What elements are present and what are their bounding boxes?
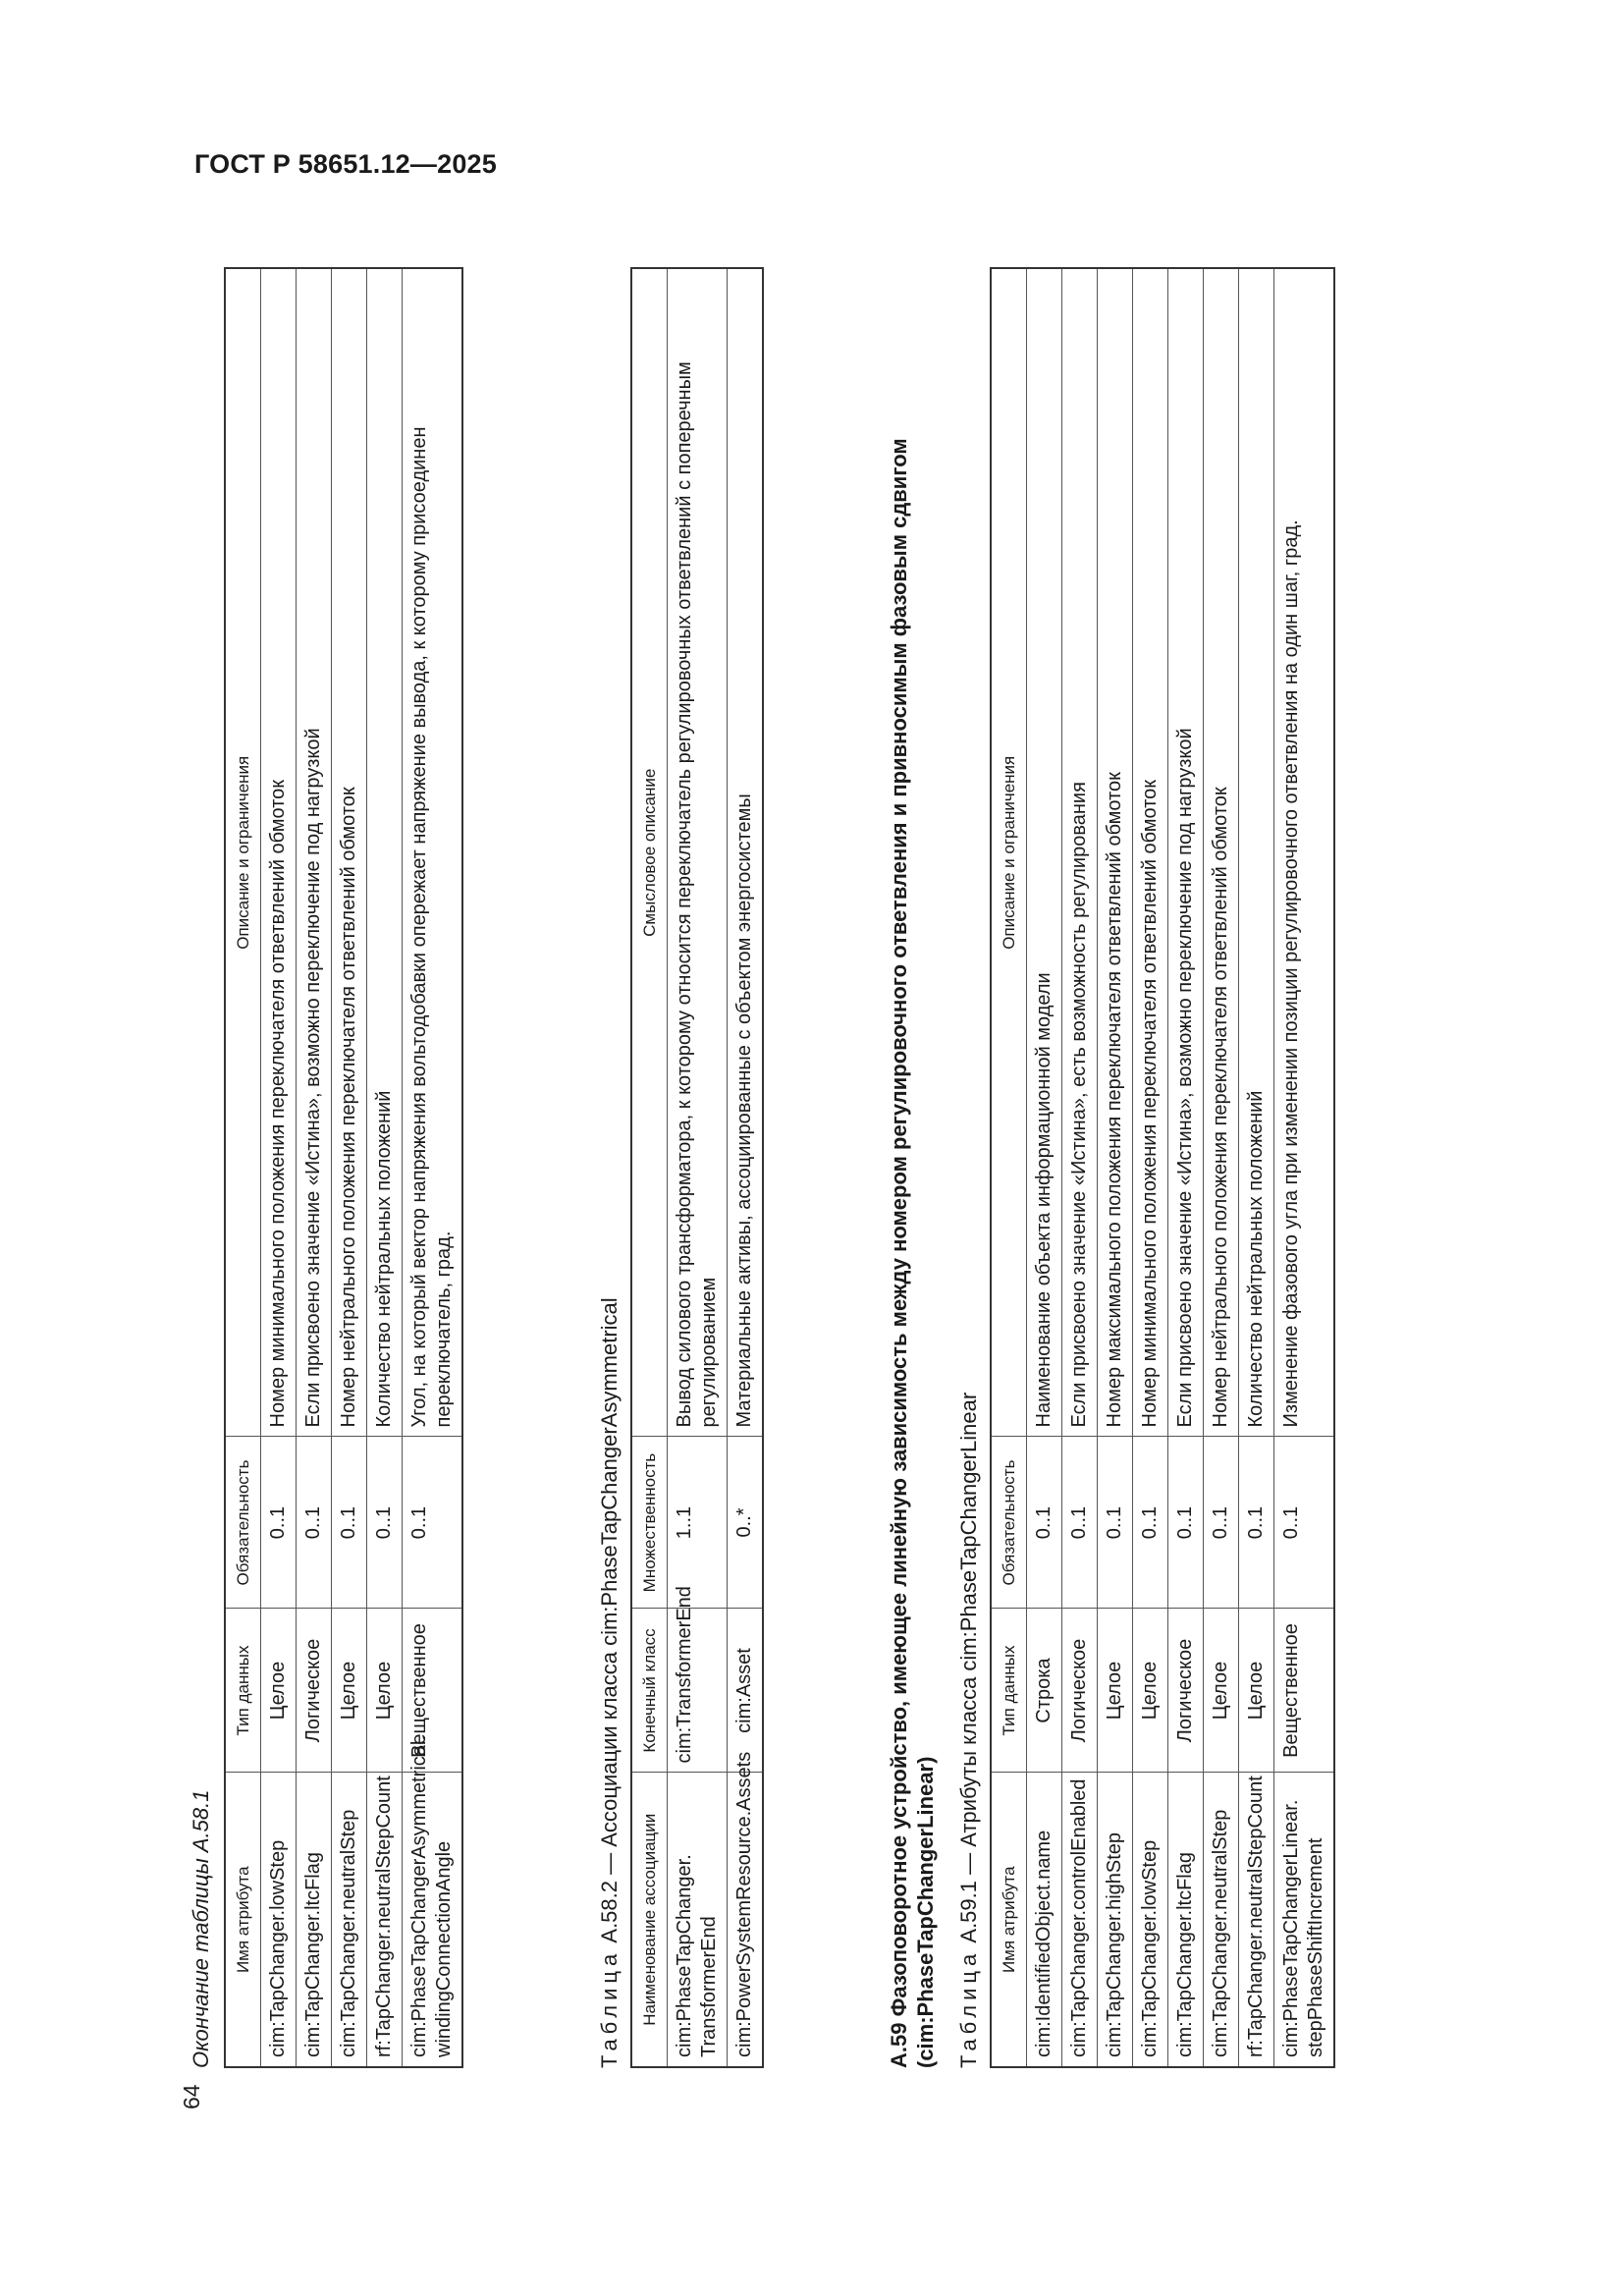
data-type-cell: Вещественное	[403, 1609, 463, 1773]
data-type-cell: Целое	[261, 1609, 297, 1773]
table-row	[332, 268, 367, 2067]
target-class-cell: cim:TransformerEnd	[668, 1609, 728, 1773]
table-row	[1062, 268, 1098, 2067]
table-header-row	[225, 268, 261, 2067]
column-header: Смысловое описание	[631, 268, 668, 1437]
column-header: Множественность	[631, 1437, 668, 1609]
table-row	[1168, 268, 1204, 2067]
description-cell: Номер минимального положения переключателя ответвлений обмоток	[261, 268, 297, 1437]
data-type-cell: Целое	[1133, 1609, 1168, 1773]
table-row	[1098, 268, 1133, 2067]
table-header-row	[991, 268, 1027, 2067]
description-cell: Номер максимального положения переключателя ответвлений обмоток	[1098, 268, 1133, 1437]
data-type-cell: Целое	[1239, 1609, 1274, 1773]
column-header: Тип данных	[225, 1609, 261, 1773]
table-row	[1239, 268, 1274, 2067]
multiplicity-cell: 0..1	[1204, 1437, 1239, 1609]
multiplicity-cell: 0..1	[403, 1437, 463, 1609]
caption-text: А.58.2 — Ассоциации класса cim:PhaseTapChangerAsymmetrical	[597, 1297, 622, 1943]
description-cell: Номер нейтрального положения переключателя ответвлений обмоток	[332, 268, 367, 1437]
attribute-name-cell: cim:TapChanger.ltcFlag	[297, 1773, 332, 2067]
multiplicity-cell: 0..1	[1098, 1437, 1133, 1609]
attribute-name-cell: cim:TapChanger.ltcFlag	[1168, 1773, 1204, 2067]
table-row	[1204, 268, 1239, 2067]
table-a58-2	[630, 267, 764, 2068]
data-type-cell: Целое	[367, 1609, 403, 1773]
table-row	[1274, 268, 1335, 2067]
multiplicity-cell: 0..1	[367, 1437, 403, 1609]
column-header: Описание и ограничения	[991, 268, 1027, 1437]
table-row	[1027, 268, 1062, 2067]
description-cell: Вывод силового трансформатора, к которому относится переключатель регулировочных ответвлений с поперечным регулированием	[668, 268, 728, 1437]
data-type-cell: Целое	[1098, 1609, 1133, 1773]
table-row	[1133, 268, 1168, 2067]
description-cell: Изменение фазового угла при изменении позиции регулировочного ответвления на один шаг, град.	[1274, 268, 1335, 1437]
multiplicity-cell: 0..1	[261, 1437, 297, 1609]
multiplicity-cell: 0..1	[1027, 1437, 1062, 1609]
attribute-name-cell: cim:TapChanger.neutralStep	[1204, 1773, 1239, 2067]
data-type-cell: Вещественное	[1274, 1609, 1335, 1773]
table-a58-1	[224, 267, 463, 2068]
attribute-name-cell: rf:TapChanger.neutralStepCount	[367, 1773, 403, 2067]
attribute-name-cell: rf:TapChanger.neutralStepCount	[1239, 1773, 1274, 2067]
attribute-name-cell: cim:PhaseTapChangerAsymmetrical. windingConnectionAngle	[403, 1773, 463, 2067]
table-row	[403, 268, 463, 2067]
data-type-cell: Логическое	[1062, 1609, 1098, 1773]
table-a59-1	[990, 267, 1335, 2068]
multiplicity-cell: 0..1	[1168, 1437, 1204, 1609]
attribute-name-cell: cim:IdentifiedObject.name	[1027, 1773, 1062, 2067]
column-header: Описание и ограничения	[225, 268, 261, 1437]
caption-prefix: Таблица	[956, 1948, 981, 2068]
table-a58-1-caption: Окончание таблицы А.58.1	[189, 1789, 213, 2068]
attribute-name-cell: cim:TapChanger.neutralStep	[332, 1773, 367, 2067]
multiplicity-cell: 0..*	[728, 1437, 764, 1609]
table-row	[367, 268, 403, 2067]
description-cell: Номер нейтрального положения переключателя ответвлений обмоток	[1204, 268, 1239, 1437]
column-header: Конечный класс	[631, 1609, 668, 1773]
description-cell: Если присвоено значение «Истина», возможно переключение под нагрузкой	[1168, 268, 1204, 1437]
data-type-cell: Строка	[1027, 1609, 1062, 1773]
data-type-cell: Логическое	[1168, 1609, 1204, 1773]
multiplicity-cell: 0..1	[1239, 1437, 1274, 1609]
association-name-cell: cim:PhaseTapChanger. TransformerEnd	[668, 1773, 728, 2067]
description-cell: Номер минимального положения переключателя ответвлений обмоток	[1133, 268, 1168, 1437]
column-header: Имя атрибута	[225, 1773, 261, 2067]
column-header: Имя атрибута	[991, 1773, 1027, 2067]
attribute-name-cell: cim:TapChanger.lowStep	[261, 1773, 297, 2067]
caption-prefix: Таблица	[597, 1948, 622, 2068]
page-number: 64	[179, 2084, 204, 2109]
attribute-name-cell: cim:TapChanger.controlEnabled	[1062, 1773, 1098, 2067]
table-row	[297, 268, 332, 2067]
column-header: Обязательность	[225, 1437, 261, 1609]
multiplicity-cell: 1..1	[668, 1437, 728, 1609]
multiplicity-cell: 0..1	[1133, 1437, 1168, 1609]
table-a58-2-caption	[597, 1297, 622, 2068]
document-code-header: ГОСТ Р 58651.12—2025	[194, 149, 497, 179]
association-name-cell: cim:PowerSystemResource.Assets	[728, 1773, 764, 2067]
description-cell: Количество нейтральных положений	[367, 268, 403, 1437]
multiplicity-cell: 0..1	[1274, 1437, 1335, 1609]
target-class-cell: cim:Asset	[728, 1609, 764, 1773]
multiplicity-cell: 0..1	[332, 1437, 367, 1609]
multiplicity-cell: 0..1	[1062, 1437, 1098, 1609]
caption-text: А.59.1 — Атрибуты класса cim:PhaseTapChangerLinear	[956, 1392, 981, 1943]
attribute-name-cell: cim:PhaseTapChangerLinear. stepPhaseShiftIncrement	[1274, 1773, 1335, 2067]
column-header: Наименование ассоциации	[631, 1773, 668, 2067]
description-cell: Материальные активы, ассоциированные с объектом энергосистемы	[728, 268, 764, 1437]
data-type-cell: Целое	[1204, 1609, 1239, 1773]
description-cell: Если присвоено значение «Истина», возможно переключение под нагрузкой	[297, 268, 332, 1437]
data-type-cell: Логическое	[297, 1609, 332, 1773]
description-cell: Если присвоено значение «Истина», есть возможность регулирования	[1062, 268, 1098, 1437]
description-cell: Наименование объекта информационной модели	[1027, 268, 1062, 1437]
table-row	[261, 268, 297, 2067]
section-a59-title: А.59 Фазоповоротное устройство, имеющее линейную зависимость между номером регулировочного ответвления и привносимым фазовым сдвигом (cim:PhaseTapChangerLinear)	[887, 438, 938, 2068]
rotated-page-content	[179, 204, 1593, 2109]
table-a59-1-caption	[956, 1393, 982, 2068]
table-header-row	[631, 268, 668, 2067]
description-cell: Количество нейтральных положений	[1239, 268, 1274, 1437]
data-type-cell: Целое	[332, 1609, 367, 1773]
table-row	[668, 268, 728, 2067]
multiplicity-cell: 0..1	[297, 1437, 332, 1609]
column-header: Обязательность	[991, 1437, 1027, 1609]
attribute-name-cell: cim:TapChanger.lowStep	[1133, 1773, 1168, 2067]
table-row	[728, 268, 764, 2067]
attribute-name-cell: cim:TapChanger.highStep	[1098, 1773, 1133, 2067]
column-header: Тип данных	[991, 1609, 1027, 1773]
description-cell: Угол, на который вектор напряжения вольтодобавки опережает напряжение вывода, к которому присоединен переключатель, град.	[403, 268, 463, 1437]
